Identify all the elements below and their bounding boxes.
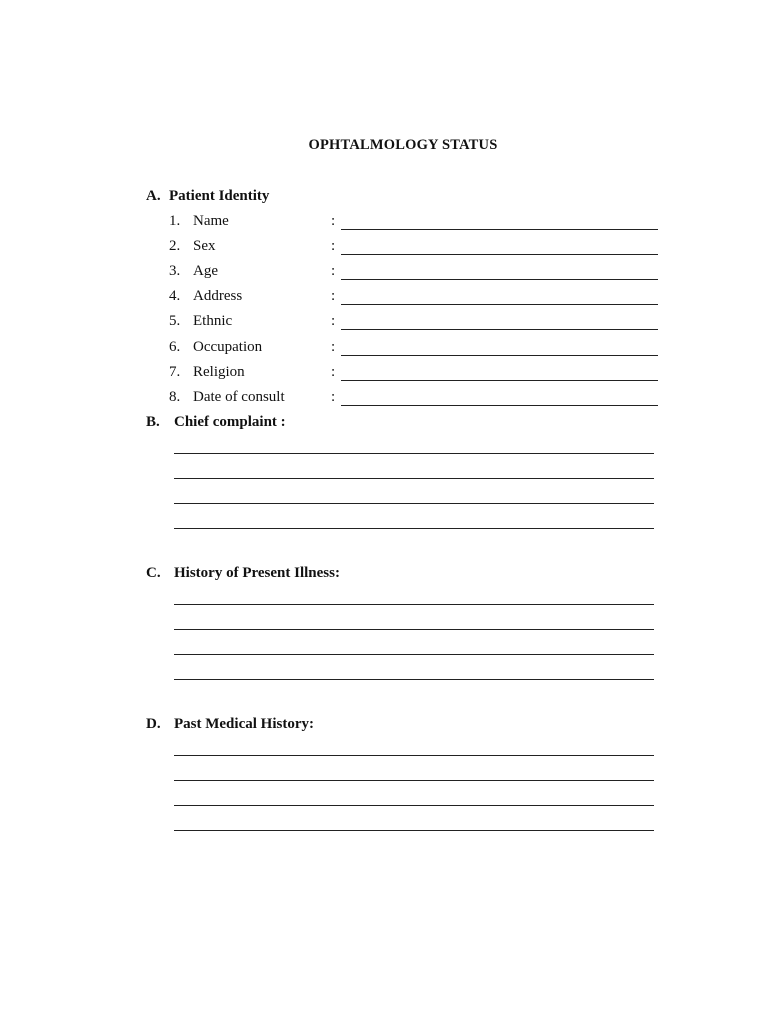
present-illness-line[interactable]	[174, 604, 654, 605]
field-label: Name	[193, 213, 229, 229]
section-heading-past-medical-history	[146, 716, 314, 733]
section-heading-patient-identity	[146, 188, 269, 205]
field-colon: :	[331, 313, 336, 329]
field-number: 8.	[169, 389, 181, 405]
field-colon: :	[331, 213, 336, 229]
field-label: Ethnic	[193, 313, 233, 329]
sex-field[interactable]	[341, 254, 658, 255]
field-label: Sex	[193, 238, 216, 254]
chief-complaint-line[interactable]	[174, 528, 654, 529]
field-number: 2.	[169, 238, 181, 254]
field-number: 6.	[169, 339, 181, 355]
section-letter: A.	[146, 188, 161, 204]
field-number: 3.	[169, 263, 181, 279]
field-row-address	[169, 288, 669, 308]
field-colon: :	[331, 364, 336, 380]
field-colon: :	[331, 339, 336, 355]
field-label: Address	[193, 288, 243, 304]
date-of-consult-field[interactable]	[341, 405, 658, 406]
field-number: 7.	[169, 364, 181, 380]
field-row-occupation	[169, 339, 669, 359]
field-number: 4.	[169, 288, 181, 304]
past-medical-history-line[interactable]	[174, 830, 654, 831]
chief-complaint-line[interactable]	[174, 503, 654, 504]
name-field[interactable]	[341, 229, 658, 230]
section-title: Patient Identity	[169, 188, 270, 204]
section-letter: B.	[146, 414, 160, 430]
field-colon: :	[331, 263, 336, 279]
occupation-field[interactable]	[341, 355, 658, 356]
section-letter: C.	[146, 565, 161, 581]
chief-complaint-line[interactable]	[174, 478, 654, 479]
field-row-date-of-consult	[169, 389, 669, 409]
field-label: Religion	[193, 364, 245, 380]
religion-field[interactable]	[341, 380, 658, 381]
field-colon: :	[331, 389, 336, 405]
field-label: Occupation	[193, 339, 263, 355]
age-field[interactable]	[341, 279, 658, 280]
field-label: Age	[193, 263, 218, 279]
past-medical-history-line[interactable]	[174, 780, 654, 781]
past-medical-history-line[interactable]	[174, 805, 654, 806]
chief-complaint-line[interactable]	[174, 453, 654, 454]
present-illness-line[interactable]	[174, 679, 654, 680]
section-title: History of Present Illness:	[174, 565, 340, 581]
address-field[interactable]	[341, 304, 658, 305]
section-letter: D.	[146, 716, 161, 732]
field-colon: :	[331, 238, 336, 254]
field-row-age	[169, 263, 669, 283]
section-title: Past Medical History:	[174, 716, 314, 732]
field-row-sex	[169, 238, 669, 258]
section-heading-chief-complaint	[146, 414, 286, 431]
field-row-ethnic	[169, 313, 669, 333]
page-title: OPHTALMOLOGY STATUS	[308, 137, 498, 153]
field-number: 1.	[169, 213, 181, 229]
field-label: Date of consult	[193, 389, 285, 405]
past-medical-history-line[interactable]	[174, 755, 654, 756]
section-heading-history-of-present-illness	[146, 565, 340, 582]
present-illness-line[interactable]	[174, 629, 654, 630]
ethnic-field[interactable]	[341, 329, 658, 330]
field-number: 5.	[169, 313, 181, 329]
section-title: Chief complaint :	[174, 414, 286, 430]
field-row-religion	[169, 364, 669, 384]
present-illness-line[interactable]	[174, 654, 654, 655]
field-row-name	[169, 213, 669, 233]
field-colon: :	[331, 288, 336, 304]
